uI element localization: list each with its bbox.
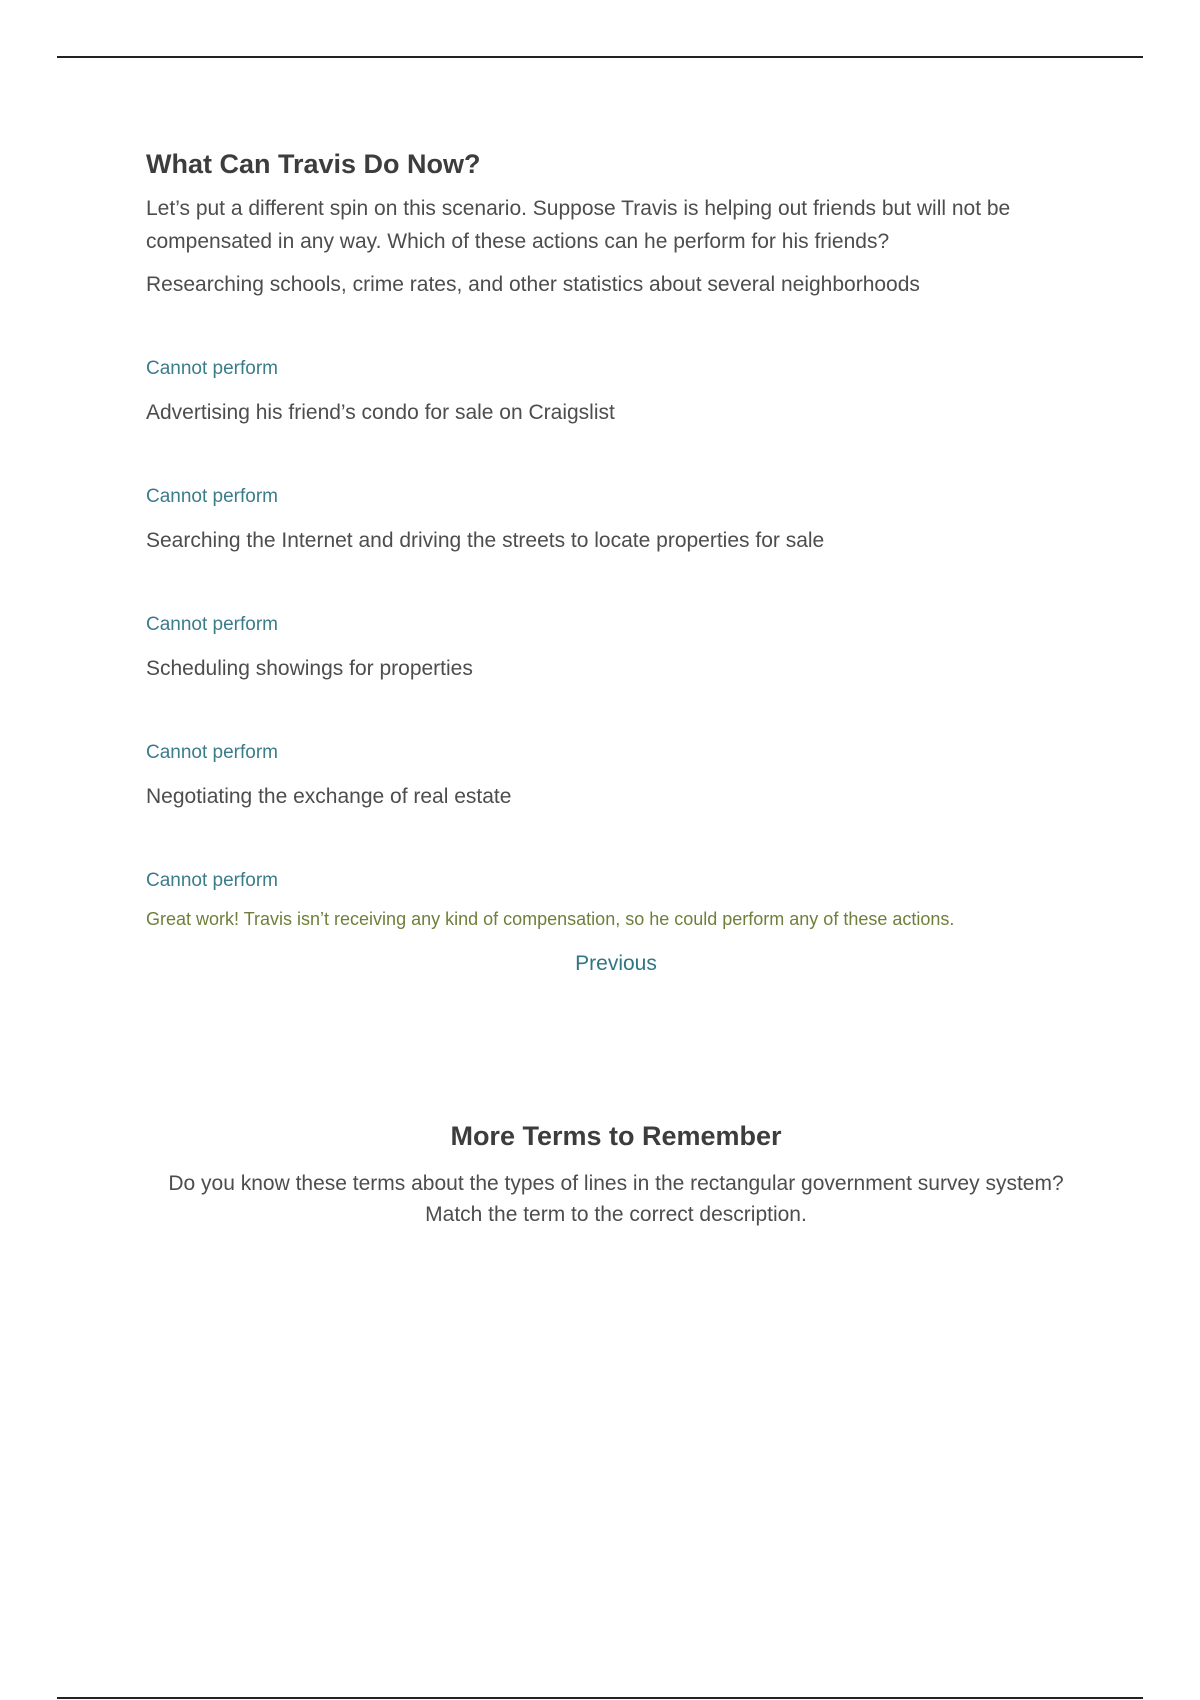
section-title: More Terms to Remember	[450, 1121, 782, 1151]
bottom-divider	[57, 1697, 1143, 1699]
answer-label: Cannot perform	[146, 614, 279, 635]
answer-label: Cannot perform	[146, 486, 279, 507]
answer-label: Cannot perform	[146, 870, 279, 891]
action-text: Researching schools, crime rates, and other statistics about several neighborhoods	[146, 273, 920, 296]
answer-label: Cannot perform	[146, 742, 279, 763]
section-what-can-travis-do	[146, 146, 1076, 978]
answer-item	[146, 484, 1076, 556]
answer-item	[146, 356, 1076, 428]
action-text: Searching the Internet and driving the streets to locate properties for sale	[146, 529, 825, 552]
action-text: Scheduling showings for properties	[146, 657, 473, 680]
previous-button[interactable]: Previous	[575, 952, 657, 975]
answer-item	[146, 868, 1076, 894]
section-description: Do you know these terms about the types of lines in the rectangular government survey system? Match the term to the correct description.	[168, 1172, 1064, 1226]
section-more-terms	[146, 1118, 1086, 1230]
answer-item	[146, 740, 1076, 812]
action-text: Negotiating the exchange of real estate	[146, 785, 512, 808]
scenario-intro: Let’s put a different spin on this scenario. Suppose Travis is helping out friends but will not be compensated in any way. Which of these actions can he perform for his friends?	[146, 197, 1011, 253]
top-divider	[57, 56, 1143, 58]
navigation-row	[146, 950, 1086, 978]
answer-label: Cannot perform	[146, 358, 279, 379]
action-text: Advertising his friend’s condo for sale on Craigslist	[146, 401, 615, 424]
section-title: What Can Travis Do Now?	[146, 149, 481, 179]
answer-item	[146, 612, 1076, 684]
feedback-message: Great work! Travis isn’t receiving any kind of compensation, so he could perform any of these actions.	[146, 909, 955, 929]
